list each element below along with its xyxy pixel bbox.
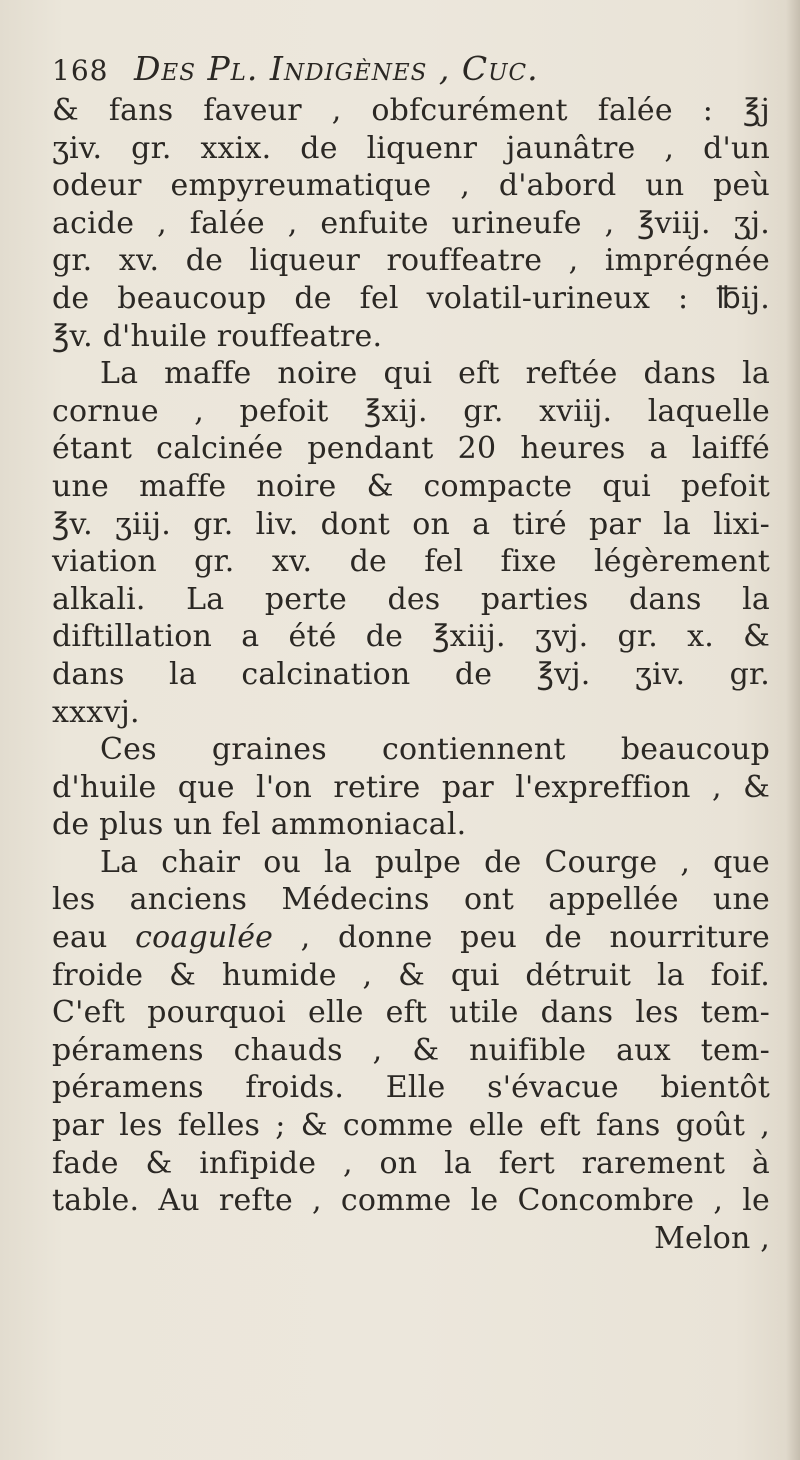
text-line: d'huile que l'on retire par l'expreffion , & xyxy=(52,769,770,805)
catchword-line: Melon , xyxy=(654,1220,770,1256)
text-line: & fans faveur , obfcurément falée : ℥j xyxy=(52,93,770,128)
page-edge-shadow xyxy=(786,0,800,1460)
text-line: cornue , pefoit ℥xij. gr. xviij. laquelle xyxy=(52,393,770,429)
text-line-with-italic xyxy=(52,919,770,957)
paragraph-start-line: La maffe noire qui eft reftée dans la xyxy=(100,356,770,392)
text-line: fade & infipide , on la fert rarement à xyxy=(52,1145,770,1181)
text-line: odeur empyreumatique , d'abord un peù xyxy=(52,168,770,204)
page-header xyxy=(52,50,772,90)
text-line: dans la calcination de ℥vj. ʒiv. gr. xyxy=(52,656,770,692)
text-line: péramens froids. Elle s'évacue bientôt xyxy=(52,1070,770,1106)
body-text xyxy=(52,92,770,1257)
paragraph-start-line: Ces graines contiennent beaucoup xyxy=(100,732,770,768)
text-line: C'eft pourquoi elle eft utile dans les tem- xyxy=(52,995,770,1031)
text-line: ℥v. d'huile rouffeatre. xyxy=(52,318,383,354)
text-line: alkali. La perte des parties dans la xyxy=(52,581,770,617)
text-line: de plus un fel ammoniacal. xyxy=(52,807,467,843)
text-line: xxxvj. xyxy=(52,694,140,730)
text-line: étant calcinée pendant 20 heures a laiffé xyxy=(52,431,770,467)
text-line: table. Au refte , comme le Concombre , le xyxy=(52,1183,770,1219)
text-line: péramens chauds , & nuifible aux tem- xyxy=(52,1032,770,1068)
text-line: une maffe noire & compacte qui pefoit xyxy=(52,468,770,504)
text-line: ʒiv. gr. xxix. de liquenr jaunâtre , d'un xyxy=(52,130,770,166)
text-line: ℥v. ʒiij. gr. liv. dont on a tiré par la lixi- xyxy=(52,506,770,542)
text-line: viation gr. xv. de fel fixe légèrement xyxy=(52,544,770,580)
text-line: les anciens Médecins ont appellée une xyxy=(52,882,770,918)
italic-term: coagulée xyxy=(135,920,274,956)
text-line: froide & humide , & qui détruit la foif. xyxy=(52,957,770,993)
running-title: Des Pl. Indigènes , Cuc. xyxy=(133,49,539,88)
text-line: gr. xv. de liqueur rouffeatre , imprégnée xyxy=(52,243,770,279)
page-number: 168 xyxy=(52,54,109,87)
text-line: par les felles ; & comme elle eft fans goût , xyxy=(52,1108,770,1144)
paragraph-start-line: La chair ou la pulpe de Courge , que xyxy=(100,844,770,880)
text-line: diftillation a été de ℥xiij. ʒvj. gr. x. & xyxy=(52,619,770,655)
text-line: de beaucoup de fel volatil-urineux : ℔ij. xyxy=(52,280,770,316)
text-segment: eau xyxy=(52,920,136,956)
text-line: acide , falée , enfuite urineufe , ℥viij. ʒj. xyxy=(52,205,770,241)
text-segment: , donne peu de nourriture xyxy=(273,920,770,956)
